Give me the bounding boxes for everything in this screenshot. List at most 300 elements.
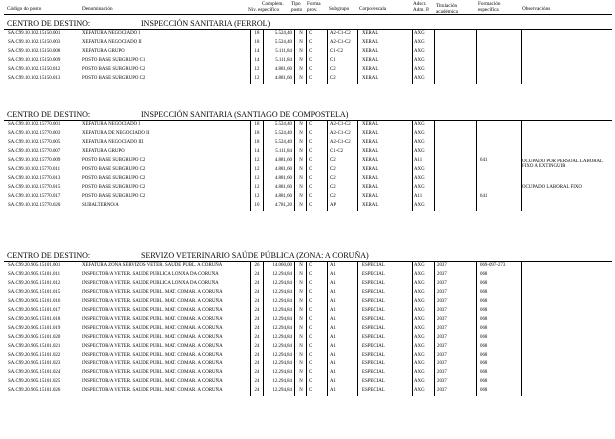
cell-observacions: OCUPADO LABORAL FIXO [522, 184, 582, 190]
cell-adscricion: AXG [414, 175, 425, 181]
cell-nivel: 12 [254, 66, 260, 72]
header-especifica: específica [478, 7, 499, 13]
table-row [0, 30, 615, 38]
table-row [0, 369, 615, 377]
column-rule [306, 262, 307, 396]
cell-subgrupo: A1 [330, 298, 336, 304]
cell-denominacion: INSPECTOR/A VETER. SAÚDE PÚBL. MAT. COMAR. A CORUÑA [82, 388, 223, 394]
column-rule [263, 262, 264, 396]
cell-forma-provision: C [309, 361, 313, 367]
cell-corpo-escala: ESPECIAL [362, 325, 385, 331]
cell-codigo: SA.C99.10.102.15770.009 [8, 157, 61, 163]
column-rule [357, 30, 358, 84]
cell-nivel: 14 [254, 48, 260, 54]
cell-tipo-posto: N [299, 148, 303, 154]
cell-tipo-posto: N [299, 130, 303, 136]
cell-forma-provision: C [309, 334, 313, 340]
cell-formacion-especifica: 068 [480, 352, 488, 358]
cell-subgrupo: A1 [330, 388, 336, 394]
table-row [0, 352, 615, 360]
header-observacions: Observacións [522, 6, 551, 12]
cell-tipo-posto: N [299, 75, 303, 81]
cell-subgrupo: A1 [330, 325, 336, 331]
cell-denominacion: POSTO BASE SUBGRUPO C2 [82, 66, 146, 72]
cell-adscricion: AXG [414, 48, 425, 54]
table-row [0, 166, 615, 174]
cell-forma-provision: C [309, 343, 313, 349]
cell-denominacion: SUBALTERNO/A [82, 202, 119, 208]
cell-formacion-especifica: 068 [480, 343, 488, 349]
cell-tipo-posto: N [299, 122, 303, 127]
cell-tipo-posto: N [299, 334, 303, 340]
cell-tipo-posto: N [299, 57, 303, 63]
column-rule [521, 262, 522, 396]
cell-forma-provision: C [309, 263, 313, 268]
cell-corpo-escala: XERAL [362, 122, 379, 127]
cell-forma-provision: C [309, 184, 313, 190]
cell-forma-provision: C [309, 57, 313, 63]
cell-complemento: 4.881,60 [274, 166, 292, 172]
cell-subgrupo: A1 [330, 370, 336, 376]
cell-tipo-posto: N [299, 379, 303, 385]
cell-adscricion: AXG [414, 289, 425, 295]
column-rule [434, 30, 435, 84]
cell-complemento: 4.881,60 [274, 75, 292, 81]
cell-forma-provision: C [309, 148, 313, 154]
cell-tipo-posto: N [299, 316, 303, 322]
table-row [0, 184, 615, 192]
cell-forma-provision: C [309, 157, 313, 163]
cell-adscricion: AXG [414, 31, 425, 36]
column-rule [250, 262, 251, 396]
header-complem: Complem. [262, 1, 284, 7]
cell-subgrupo: A1 [330, 352, 336, 358]
header-adm: Adm. P. [413, 7, 430, 13]
cell-complemento: 5.524,40 [274, 39, 292, 45]
cell-nivel: 24 [254, 298, 260, 304]
cell-corpo-escala: ESPECIAL [362, 289, 385, 295]
cell-adscricion: AXG [414, 75, 425, 81]
cell-corpo-escala: ESPECIAL [362, 271, 385, 277]
cell-denominacion: INSPECTOR/A VETER. SAÚDE PÚBL. MAT. COMAR. A CORUÑA [82, 316, 223, 322]
table-row [0, 334, 615, 342]
cell-subgrupo: A1 [330, 271, 336, 277]
cell-nivel: 14 [254, 57, 260, 63]
cell-tipo-posto: N [299, 48, 303, 54]
cell-formacion-especifica: 641 [480, 157, 488, 163]
cell-corpo-escala: ESPECIAL [362, 379, 385, 385]
cell-corpo-escala: ESPECIAL [362, 388, 385, 394]
cell-forma-provision: C [309, 379, 313, 385]
cell-titulacion: 2037 [437, 334, 447, 340]
cell-codigo: SA.C99.20.905.15101.018 [8, 316, 61, 322]
cell-codigo: SA.C99.10.102.15770.005 [8, 139, 61, 145]
table-row [0, 39, 615, 47]
table-row [0, 121, 615, 129]
cell-nivel: 24 [254, 280, 260, 286]
cell-codigo: SA.C99.10.102.15150.001 [8, 31, 61, 36]
cell-adscricion: AXG [414, 379, 425, 385]
cell-tipo-posto: N [299, 343, 303, 349]
column-rule [476, 30, 477, 84]
table-row [0, 280, 615, 288]
cell-complemento: 12.294,84 [272, 343, 292, 349]
column-rule [521, 30, 522, 84]
cell-titulacion: 2037 [437, 280, 447, 286]
table-row [0, 325, 615, 333]
section-title [7, 19, 270, 28]
cell-denominacion: INSPECTOR/A VETER. SAÚDE PÚBLICA LONXA DA CORUÑA [82, 280, 219, 286]
cell-tipo-posto: N [299, 280, 303, 286]
cell-nivel: 24 [254, 307, 260, 313]
cell-denominacion: INSPECTOR/A VETER. SAÚDE PÚBL. MAT. COMAR. A CORUÑA [82, 352, 223, 358]
cell-complemento: 5.111,84 [275, 48, 292, 54]
column-rule [306, 121, 307, 211]
table-row [0, 316, 615, 324]
cell-denominacion: XEFATURA GRUPO [82, 148, 125, 154]
cell-corpo-escala: XERAL [362, 139, 379, 145]
cell-subgrupo: A1 [330, 379, 336, 385]
column-rule [327, 262, 328, 396]
cell-complemento: 12.294,84 [272, 361, 292, 367]
cell-codigo: SA.C99.10.102.15150.009 [8, 57, 61, 63]
cell-codigo: SA.C99.10.102.15770.011 [8, 166, 61, 172]
table-row [0, 75, 615, 83]
cell-denominacion: XEFATURA NEGOCIADO II [82, 39, 142, 45]
cell-nivel: 10 [254, 202, 260, 208]
column-rule [327, 121, 328, 211]
cell-tipo-posto: N [299, 31, 303, 36]
cell-titulacion: 2037 [437, 343, 447, 349]
section-name: SERVIZO VETERINARIO SAÚDE PÚBLICA (ZONA: A CORUÑA) [141, 251, 369, 260]
cell-adscricion: AXG [414, 57, 425, 63]
cell-subgrupo: C2 [330, 193, 336, 199]
header-denominacion: Denominación [82, 6, 113, 12]
column-rule [263, 30, 264, 84]
cell-denominacion: XEFATURA NEGOCIADO I [82, 122, 141, 127]
cell-denominacion: POSTO BASE SUBGRUPO C2 [82, 193, 146, 199]
cell-corpo-escala: ESPECIAL [362, 352, 385, 358]
cell-titulacion: 2037 [437, 271, 447, 277]
cell-complemento: 4.881,60 [274, 184, 292, 190]
cell-codigo: SA.C99.10.102.15770.013 [8, 175, 61, 181]
column-rule [476, 121, 477, 211]
cell-adscricion: AXG [414, 316, 425, 322]
cell-tipo-posto: N [299, 202, 303, 208]
cell-denominacion: XEFATURA ZONA SERVIZOS VETER. SAÚDE PÚBL. A CORUÑA [82, 263, 223, 268]
cell-adscricion: AXG [414, 370, 425, 376]
column-rule [250, 30, 251, 84]
cell-forma-provision: C [309, 122, 313, 127]
cell-forma-provision: C [309, 193, 313, 199]
cell-adscricion: AXG [414, 334, 425, 340]
cell-formacion-especifica: 069-097-273 [480, 263, 506, 268]
cell-subgrupo: A1 [330, 343, 336, 349]
cell-formacion-especifica: 068 [480, 316, 488, 322]
cell-adscricion: AXG [414, 122, 425, 127]
column-rule [294, 262, 295, 396]
cell-adscricion: AXG [414, 343, 425, 349]
cell-denominacion: XEFATURA NEGOCIADO III [82, 139, 144, 145]
cell-corpo-escala: XERAL [362, 157, 379, 163]
cell-tipo-posto: N [299, 66, 303, 72]
cell-nivel: 24 [254, 361, 260, 367]
column-rule [476, 262, 477, 396]
cell-forma-provision: C [309, 130, 313, 136]
cell-corpo-escala: XERAL [362, 202, 379, 208]
cell-denominacion: XEFATURA GRUPO [82, 48, 125, 54]
cell-subgrupo: AP [330, 202, 337, 208]
cell-titulacion: 2037 [437, 361, 447, 367]
column-rule [294, 121, 295, 211]
cell-codigo: SA.C99.20.905.15101.022 [8, 352, 61, 358]
cell-corpo-escala: ESPECIAL [362, 343, 385, 349]
cell-tipo-posto: N [299, 307, 303, 313]
cell-titulacion: 2037 [437, 316, 447, 322]
cell-adscricion: AXG [414, 166, 425, 172]
cell-forma-provision: C [309, 202, 313, 208]
cell-denominacion: INSPECTOR/A VETER. SAÚDE PÚBL. MAT. COMAR. A CORUÑA [82, 325, 223, 331]
cell-corpo-escala: XERAL [362, 75, 379, 81]
cell-denominacion: POSTO BASE SUBGRUPO C1 [82, 57, 146, 63]
cell-formacion-especifica: 068 [480, 325, 488, 331]
cell-tipo-posto: N [299, 139, 303, 145]
cell-adscricion: AXG [414, 388, 425, 394]
cell-codigo: SA.C99.20.905.15101.011 [8, 271, 61, 277]
cell-complemento: 12.294,84 [272, 352, 292, 358]
cell-subgrupo: A1 [330, 316, 336, 322]
cell-subgrupo: C2 [330, 75, 336, 81]
table-row [0, 175, 615, 183]
header-tipo: Tipo [291, 1, 301, 7]
cell-corpo-escala: XERAL [362, 193, 379, 199]
cell-complemento: 5.524,40 [274, 122, 292, 127]
cell-codigo: SA.C99.10.102.15150.013 [8, 75, 61, 81]
cell-tipo-posto: N [299, 175, 303, 181]
cell-corpo-escala: ESPECIAL [362, 280, 385, 286]
cell-codigo: SA.C99.20.905.15101.016 [8, 298, 61, 304]
cell-codigo: SA.C99.10.102.15770.001 [8, 122, 61, 127]
cell-formacion-especifica: 068 [480, 289, 488, 295]
table-row [0, 343, 615, 351]
header-subgrupo: Subgrupo [329, 6, 350, 12]
cell-denominacion: INSPECTOR/A VETER. SAÚDE PÚBL. MAT. COMAR. A CORUÑA [82, 307, 223, 313]
cell-complemento: 12.294,84 [272, 316, 292, 322]
table-row [0, 48, 615, 56]
cell-nivel: 12 [254, 75, 260, 81]
section-name: INSPECCIÓN SANITARIA (SANTIAGO DE COMPOSTELA) [141, 110, 349, 119]
cell-denominacion: INSPECTOR/A VETER. SAÚDE PÚBL. MAT. COMAR. A CORUÑA [82, 370, 223, 376]
cell-nivel: 18 [254, 130, 260, 136]
cell-subgrupo: A1 [330, 334, 336, 340]
cell-denominacion: INSPECTOR/A VETER. SAÚDE PÚBL. MAT. COMAR. A CORUÑA [82, 289, 223, 295]
section-label: CENTRO DE DESTINO: [7, 19, 91, 28]
table-row [0, 193, 615, 201]
cell-corpo-escala: ESPECIAL [362, 370, 385, 376]
cell-corpo-escala: XERAL [362, 31, 379, 36]
cell-titulacion: 2037 [437, 263, 447, 268]
cell-complemento: 5.524,40 [274, 31, 292, 36]
cell-adscricion: A11 [414, 193, 423, 199]
column-rule [412, 121, 413, 211]
section-label: CENTRO DE DESTINO: [7, 110, 91, 119]
cell-adscricion: AXG [414, 271, 425, 277]
cell-tipo-posto: N [299, 157, 303, 163]
cell-corpo-escala: ESPECIAL [362, 334, 385, 340]
cell-forma-provision: C [309, 75, 313, 81]
cell-subgrupo: C2 [330, 157, 336, 163]
cell-denominacion: INSPECTOR/A VETER. SAÚDE PÚBL. MAT. COMAR. A CORUÑA [82, 379, 223, 385]
cell-adscricion: AXG [414, 298, 425, 304]
cell-titulacion: 2037 [437, 388, 447, 394]
cell-titulacion: 2037 [437, 325, 447, 331]
cell-complemento: 4.881,60 [274, 66, 292, 72]
cell-forma-provision: C [309, 48, 313, 54]
cell-codigo: SA.C99.20.905.15101.012 [8, 280, 61, 286]
cell-subgrupo: A1 [330, 280, 336, 286]
table-row [0, 139, 615, 147]
cell-codigo: SA.C99.20.905.15101.019 [8, 325, 61, 331]
cell-corpo-escala: XERAL [362, 184, 379, 190]
cell-adscricion: AXG [414, 130, 425, 136]
table-row [0, 298, 615, 306]
cell-complemento: 12.294,84 [272, 307, 292, 313]
cell-complemento: 12.294,84 [272, 379, 292, 385]
cell-codigo: SA.C99.20.905.15101.024 [8, 370, 61, 376]
cell-complemento: 4.881,60 [274, 157, 292, 163]
cell-nivel: 24 [254, 379, 260, 385]
header-forma: Forma [307, 1, 321, 7]
cell-codigo: SA.C99.10.102.15150.008 [8, 48, 61, 54]
cell-subgrupo: C1 [330, 57, 336, 63]
cell-denominacion: POSTO BASE SUBGRUPO C2 [82, 184, 146, 190]
cell-nivel: 26 [254, 263, 260, 268]
table-row [0, 307, 615, 315]
cell-subgrupo: A1 [330, 307, 336, 313]
section-title [7, 110, 348, 119]
cell-subgrupo: A1 [330, 289, 336, 295]
cell-corpo-escala: ESPECIAL [362, 316, 385, 322]
cell-corpo-escala: XERAL [362, 48, 379, 54]
table-row [0, 387, 615, 395]
cell-formacion-especifica: 068 [480, 334, 488, 340]
cell-nivel: 24 [254, 343, 260, 349]
cell-codigo: SA.C99.20.905.15101.017 [8, 307, 61, 313]
cell-formacion-especifica: 068 [480, 307, 488, 313]
cell-titulacion: 2037 [437, 370, 447, 376]
cell-nivel: 24 [254, 271, 260, 277]
cell-tipo-posto: N [299, 361, 303, 367]
column-rule [294, 30, 295, 84]
column-rule [412, 262, 413, 396]
cell-denominacion: INSPECTOR/A VETER. SAÚDE PÚBL. MAT. COMAR. A CORUÑA [82, 361, 223, 367]
cell-forma-provision: C [309, 139, 313, 145]
table-row [0, 148, 615, 156]
header-titulacion: Titulación académica [436, 3, 458, 15]
cell-tipo-posto: N [299, 263, 303, 268]
cell-forma-provision: C [309, 31, 313, 36]
cell-formacion-especifica: 068 [480, 388, 488, 394]
header-niv-especifico: Niv. específico [248, 7, 280, 13]
cell-tipo-posto: N [299, 388, 303, 394]
cell-adscricion: AXG [414, 352, 425, 358]
cell-subgrupo: C2 [330, 175, 336, 181]
cell-complemento: 5.111,84 [275, 148, 292, 154]
cell-complemento: 12.294,84 [272, 298, 292, 304]
cell-nivel: 12 [254, 157, 260, 163]
table-row [0, 57, 615, 65]
cell-formacion-especifica: 641 [480, 193, 488, 199]
cell-nivel: 18 [254, 139, 260, 145]
header-prov: prov. [307, 7, 318, 13]
column-rule [250, 121, 251, 211]
cell-nivel: 24 [254, 334, 260, 340]
table-row [0, 202, 615, 210]
cell-denominacion: INSPECTOR/A VETER. SAÚDE PÚBL. MAT. COMAR. A CORUÑA [82, 298, 223, 304]
cell-nivel: 24 [254, 352, 260, 358]
cell-subgrupo: A2-C1-C2 [330, 122, 351, 127]
cell-complemento: 12.294,84 [272, 388, 292, 394]
column-rule [434, 121, 435, 211]
header-posto: posto [291, 7, 303, 13]
cell-complemento: 12.294,84 [272, 280, 292, 286]
cell-nivel: 24 [254, 370, 260, 376]
cell-nivel: 18 [254, 39, 260, 45]
cell-subgrupo: C2 [330, 184, 336, 190]
cell-codigo: SA.C99.20.905.15101.023 [8, 361, 61, 367]
table-row [0, 271, 615, 279]
cell-corpo-escala: XERAL [362, 166, 379, 172]
cell-observacions: OCUPADO POR PERSOAL LABORAL FIXO A EXTINGUIR [522, 158, 603, 169]
cell-forma-provision: C [309, 352, 313, 358]
cell-forma-provision: C [309, 39, 313, 45]
cell-adscricion: AXG [414, 280, 425, 286]
cell-nivel: 24 [254, 325, 260, 331]
cell-subgrupo: C2 [330, 66, 336, 72]
header-adscr: Adscr. [413, 1, 427, 7]
cell-titulacion: 2037 [437, 379, 447, 385]
table-row [0, 289, 615, 297]
cell-corpo-escala: ESPECIAL [362, 298, 385, 304]
cell-codigo: SA.C99.10.102.15770.015 [8, 184, 61, 190]
cell-formacion-especifica: 068 [480, 379, 488, 385]
cell-denominacion: POSTO BASE SUBGRUPO C2 [82, 166, 146, 172]
column-rule [357, 262, 358, 396]
cell-subgrupo: A1 [330, 361, 336, 367]
cell-tipo-posto: N [299, 298, 303, 304]
header-formacion: Formación [478, 1, 501, 7]
cell-codigo: SA.C99.20.905.15101.021 [8, 343, 61, 349]
cell-forma-provision: C [309, 289, 313, 295]
header-rule [4, 14, 612, 15]
cell-nivel: 12 [254, 184, 260, 190]
cell-forma-provision: C [309, 298, 313, 304]
cell-corpo-escala: XERAL [362, 130, 379, 136]
header-corpo: Corpo/escala [359, 6, 387, 12]
cell-nivel: 14 [254, 148, 260, 154]
cell-codigo: SA.C99.10.102.15770.007 [8, 148, 61, 154]
cell-nivel: 12 [254, 175, 260, 181]
cell-adscricion: AXG [414, 307, 425, 313]
cell-denominacion: XEFATURA DE NEGOCIADO II [82, 130, 150, 136]
cell-adscricion: AXG [414, 39, 425, 45]
cell-nivel: 24 [254, 289, 260, 295]
cell-titulacion: 2037 [437, 289, 447, 295]
column-rule [357, 121, 358, 211]
cell-adscricion: AXG [414, 148, 425, 154]
cell-tipo-posto: N [299, 352, 303, 358]
cell-formacion-especifica: 068 [480, 271, 488, 277]
